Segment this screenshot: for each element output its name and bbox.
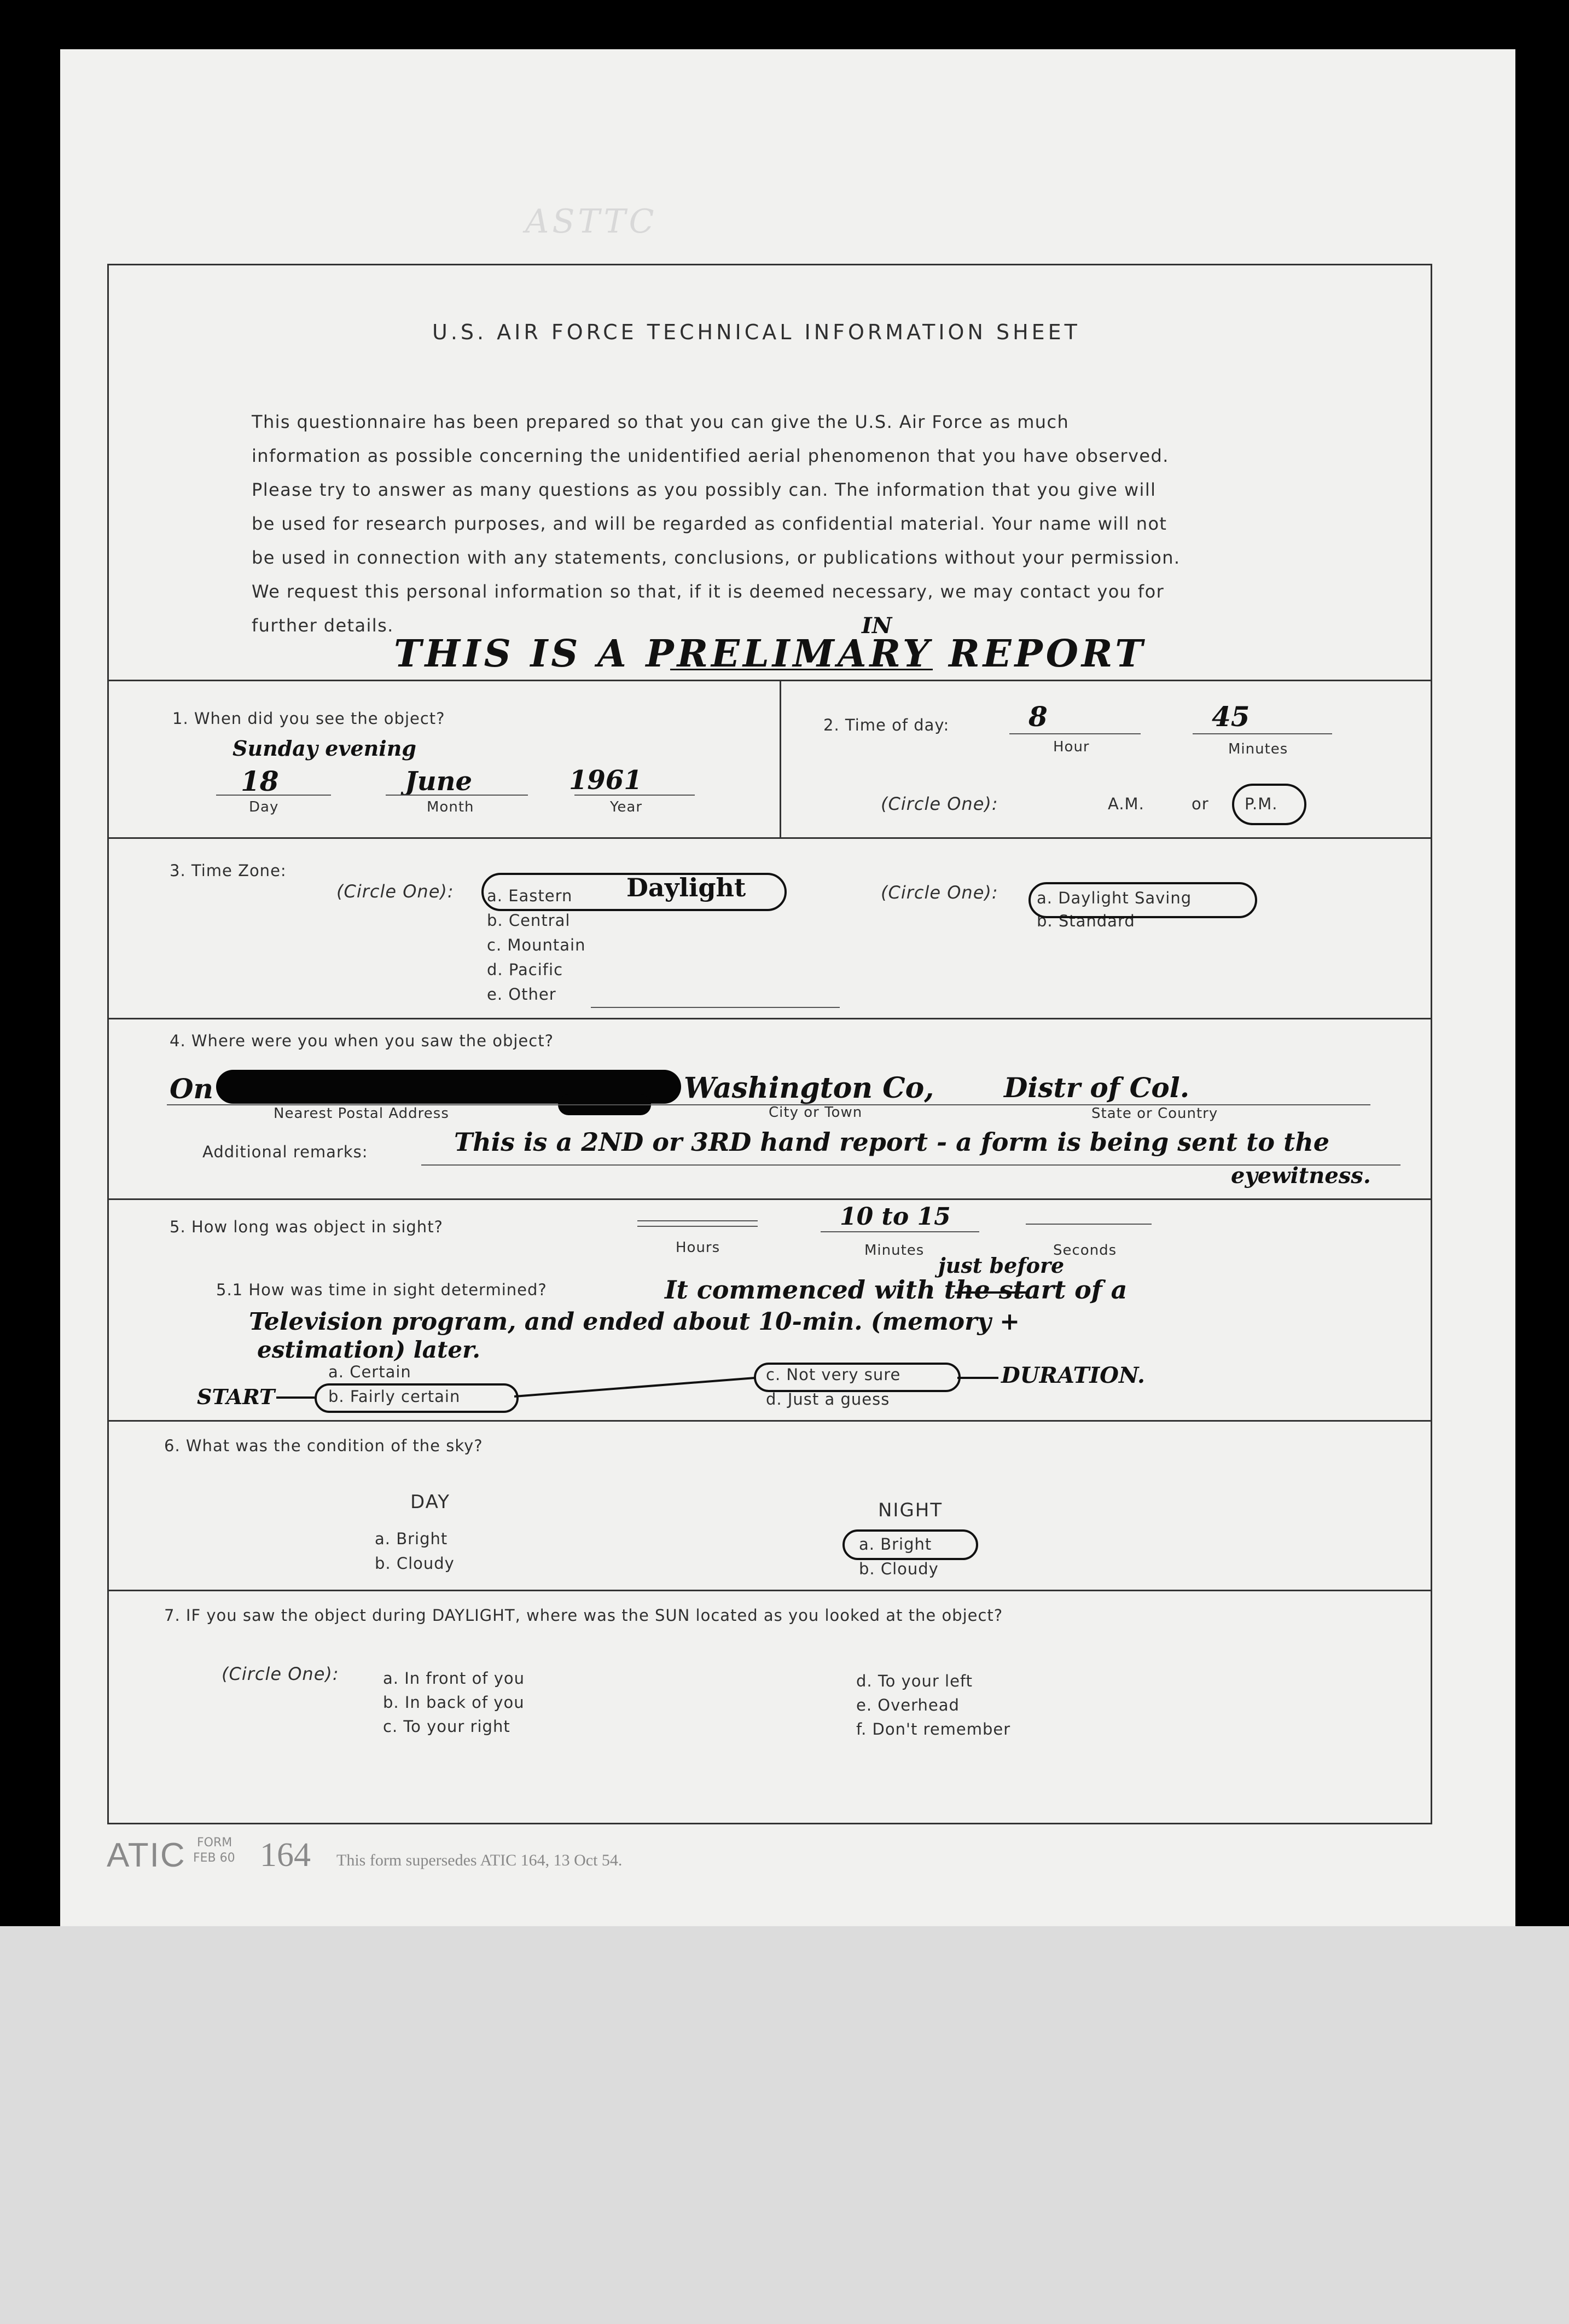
q2-hour-line [1009, 733, 1141, 734]
intro-line: be used for research purposes, and will be regarded as confidential material. Your name will not [252, 513, 1167, 534]
q5-start-arrow [276, 1396, 315, 1399]
q5-seconds-label: Seconds [1053, 1242, 1117, 1259]
note-underline [670, 669, 933, 670]
q2-circle-one: (Circle One): [881, 793, 998, 814]
scan-lower-margin [0, 1926, 1569, 2324]
q5-minutes-label: Minutes [864, 1242, 925, 1259]
q3-option-central[interactable]: b. Central [487, 911, 571, 930]
q3-option-eastern[interactable]: a. Eastern [487, 886, 573, 905]
form-title: U.S. AIR FORCE TECHNICAL INFORMATION SHEET [432, 320, 1080, 344]
q5-1-answer-line-2: Television program, and ended about 10-min. (memory + [249, 1308, 1020, 1336]
q3-circle-one: (Circle One): [336, 881, 454, 902]
q3-handwritten-daylight: Daylight [626, 873, 746, 902]
q4-remarks-value: This is a 2ND or 3RD hand report - a form is being sent to the [454, 1127, 1330, 1157]
handwritten-insert-in: IN [862, 613, 892, 639]
q4-label: 4. Where were you when you saw the object? [170, 1031, 554, 1050]
q5-minutes-line [821, 1231, 979, 1232]
divider-q5 [107, 1198, 1432, 1200]
divider-q7 [107, 1590, 1432, 1591]
q7-option-dont-remember[interactable]: f. Don't remember [856, 1720, 1011, 1738]
q3-other-line [591, 1007, 840, 1008]
intro-line: information as possible concerning the unidentified aerial phenomenon that you have observed. [252, 445, 1169, 466]
q5-start-note: START [197, 1384, 275, 1409]
q5-option-not-very-sure[interactable]: c. Not very sure [766, 1365, 901, 1384]
q1-month-value: June [405, 766, 473, 797]
q5-1-label: 5.1 How was time in sight determined? [216, 1280, 547, 1299]
q5-hours-label: Hours [676, 1239, 720, 1256]
q5-1-insert: just before [938, 1253, 1065, 1278]
q7-option-left[interactable]: d. To your left [856, 1672, 973, 1690]
q2-minutes-line [1193, 733, 1332, 734]
footer-form-label: FORM [197, 1836, 233, 1850]
q5-not-very-sure-circled-mark [754, 1363, 961, 1392]
q5-1-answer-line-1: It commenced with the start of a [665, 1275, 1128, 1305]
q6-night-bright-circled-mark [842, 1529, 978, 1560]
form-footer [107, 1836, 873, 1880]
q7-label: 7. IF you saw the object during DAYLIGHT, where was the SUN located as you looked at the object? [164, 1606, 1003, 1625]
q2-hour-label: Hour [1053, 739, 1090, 755]
q4-state-label: State or Country [1091, 1105, 1218, 1122]
q5-seconds-line [1026, 1224, 1152, 1225]
q5-label: 5. How long was object in sight? [170, 1218, 443, 1236]
handwritten-preliminary-note: THIS IS A PRELIMARY REPORT [394, 632, 1146, 676]
q5-option-just-a-guess[interactable]: d. Just a guess [766, 1390, 890, 1409]
q5-connector-line [514, 1376, 755, 1398]
q5-1-answer-line-3: estimation) later. [257, 1336, 480, 1363]
footer-form-date: FEB 60 [193, 1851, 235, 1865]
q3-option-mountain[interactable]: c. Mountain [487, 936, 586, 954]
q5-fairly-certain-circled-mark [315, 1383, 519, 1413]
q7-option-right[interactable]: c. To your right [383, 1717, 510, 1736]
divider-header [107, 680, 1432, 681]
intro-paragraph-body [252, 439, 1401, 642]
q4-city-label: City or Town [769, 1104, 863, 1121]
q3-option-daylight-saving[interactable]: a. Daylight Saving [1037, 889, 1192, 907]
q1-month-line [386, 795, 528, 796]
q2-am-option[interactable]: A.M. [1108, 795, 1144, 813]
footer-atic: ATIC [107, 1836, 186, 1874]
q6-night-cloudy[interactable]: b. Cloudy [859, 1560, 939, 1578]
q6-day-cloudy[interactable]: b. Cloudy [375, 1554, 455, 1573]
divider-q3 [107, 837, 1432, 839]
intro-line: be used in connection with any statements, conclusions, or publications without your permission. [252, 547, 1181, 568]
q4-city-value: Washington Co, [684, 1071, 934, 1105]
q5-duration-note: DURATION. [1001, 1363, 1145, 1388]
q2-pm-circled-mark [1232, 784, 1306, 825]
q2-or-text: or [1192, 795, 1209, 813]
q4-remarks-continuation: eyewitness. [1231, 1163, 1371, 1189]
q6-label: 6. What was the condition of the sky? [164, 1436, 483, 1455]
q3-option-pacific[interactable]: d. Pacific [487, 960, 563, 979]
q3-option-standard[interactable]: b. Standard [1037, 912, 1135, 930]
q7-option-in-back[interactable]: b. In back of you [383, 1693, 525, 1712]
q2-label: 2. Time of day: [823, 716, 950, 734]
q7-option-overhead[interactable]: e. Overhead [856, 1696, 960, 1714]
q2-pm-option[interactable]: P.M. [1245, 795, 1278, 813]
q3-eastern-circled-mark [481, 873, 787, 911]
q4-address-label: Nearest Postal Address [274, 1105, 449, 1122]
footer-form-number: 164 [260, 1836, 311, 1874]
intro-line: This questionnaire has been prepared so that you can give the U.S. Air Force as much [252, 412, 1070, 432]
q5-minutes-value: 10 to 15 [840, 1203, 951, 1231]
q5-option-certain[interactable]: a. Certain [328, 1363, 411, 1381]
q1-day-value: 18 [241, 765, 279, 797]
q7-option-in-front[interactable]: a. In front of you [383, 1669, 525, 1688]
q1-month-label: Month [427, 799, 474, 815]
q3-option-other[interactable]: e. Other [487, 985, 556, 1004]
intro-line: We request this personal information so that, if it is deemed necessary, we may contact you for [252, 581, 1165, 602]
q6-day-header: DAY [410, 1491, 450, 1513]
q2-minutes-label: Minutes [1228, 741, 1288, 757]
faint-stamp: ASTTC [525, 202, 658, 241]
footer-supersedes: This form supersedes ATIC 164, 13 Oct 54. [336, 1851, 623, 1869]
q4-remarks-label: Additional remarks: [202, 1143, 368, 1161]
divider-q1-q2 [780, 680, 781, 837]
q2-minutes-value: 45 [1212, 700, 1250, 733]
q6-day-options [375, 1527, 455, 1576]
q5-hours-line-2 [637, 1226, 758, 1227]
q1-year-line [574, 795, 695, 796]
intro-paragraph [252, 405, 1324, 439]
q1-year-label: Year [610, 799, 643, 815]
intro-line: Please try to answer as many questions as you possibly can. The information that you give will [252, 479, 1157, 500]
divider-q4 [107, 1018, 1432, 1019]
q1-day-label: Day [249, 799, 279, 815]
q7-circle-one: (Circle One): [222, 1664, 339, 1684]
q6-night-header: NIGHT [878, 1499, 943, 1521]
q6-night-bright[interactable]: a. Bright [859, 1535, 932, 1554]
q7-options-right [856, 1669, 1010, 1741]
q7-options-left [383, 1666, 525, 1738]
q1-label: 1. When did you see the object? [172, 709, 445, 728]
intro-line: further details. [252, 615, 394, 636]
q2-hour-value: 8 [1028, 700, 1048, 733]
q5-hours-line [637, 1220, 758, 1221]
q5-option-fairly-certain[interactable]: b. Fairly certain [328, 1387, 461, 1406]
q3-label: 3. Time Zone: [170, 861, 287, 880]
q1-handwritten-day-of-week: Sunday evening [233, 736, 416, 761]
q4-address-start: On [170, 1073, 213, 1105]
q1-day-line [216, 795, 331, 796]
q6-day-bright[interactable]: a. Bright [375, 1529, 448, 1548]
q4-state-value: Distr of Col. [1004, 1071, 1190, 1104]
q5-1-with-strikeout [955, 1291, 1026, 1294]
scan-top-edge [0, 0, 1569, 16]
divider-q6 [107, 1420, 1432, 1422]
q3-circle-one-2: (Circle One): [881, 882, 998, 903]
q1-year-value: 1961 [569, 765, 642, 796]
q5-duration-arrow [957, 1377, 998, 1379]
q3-daylight-saving-circled-mark [1028, 882, 1257, 918]
